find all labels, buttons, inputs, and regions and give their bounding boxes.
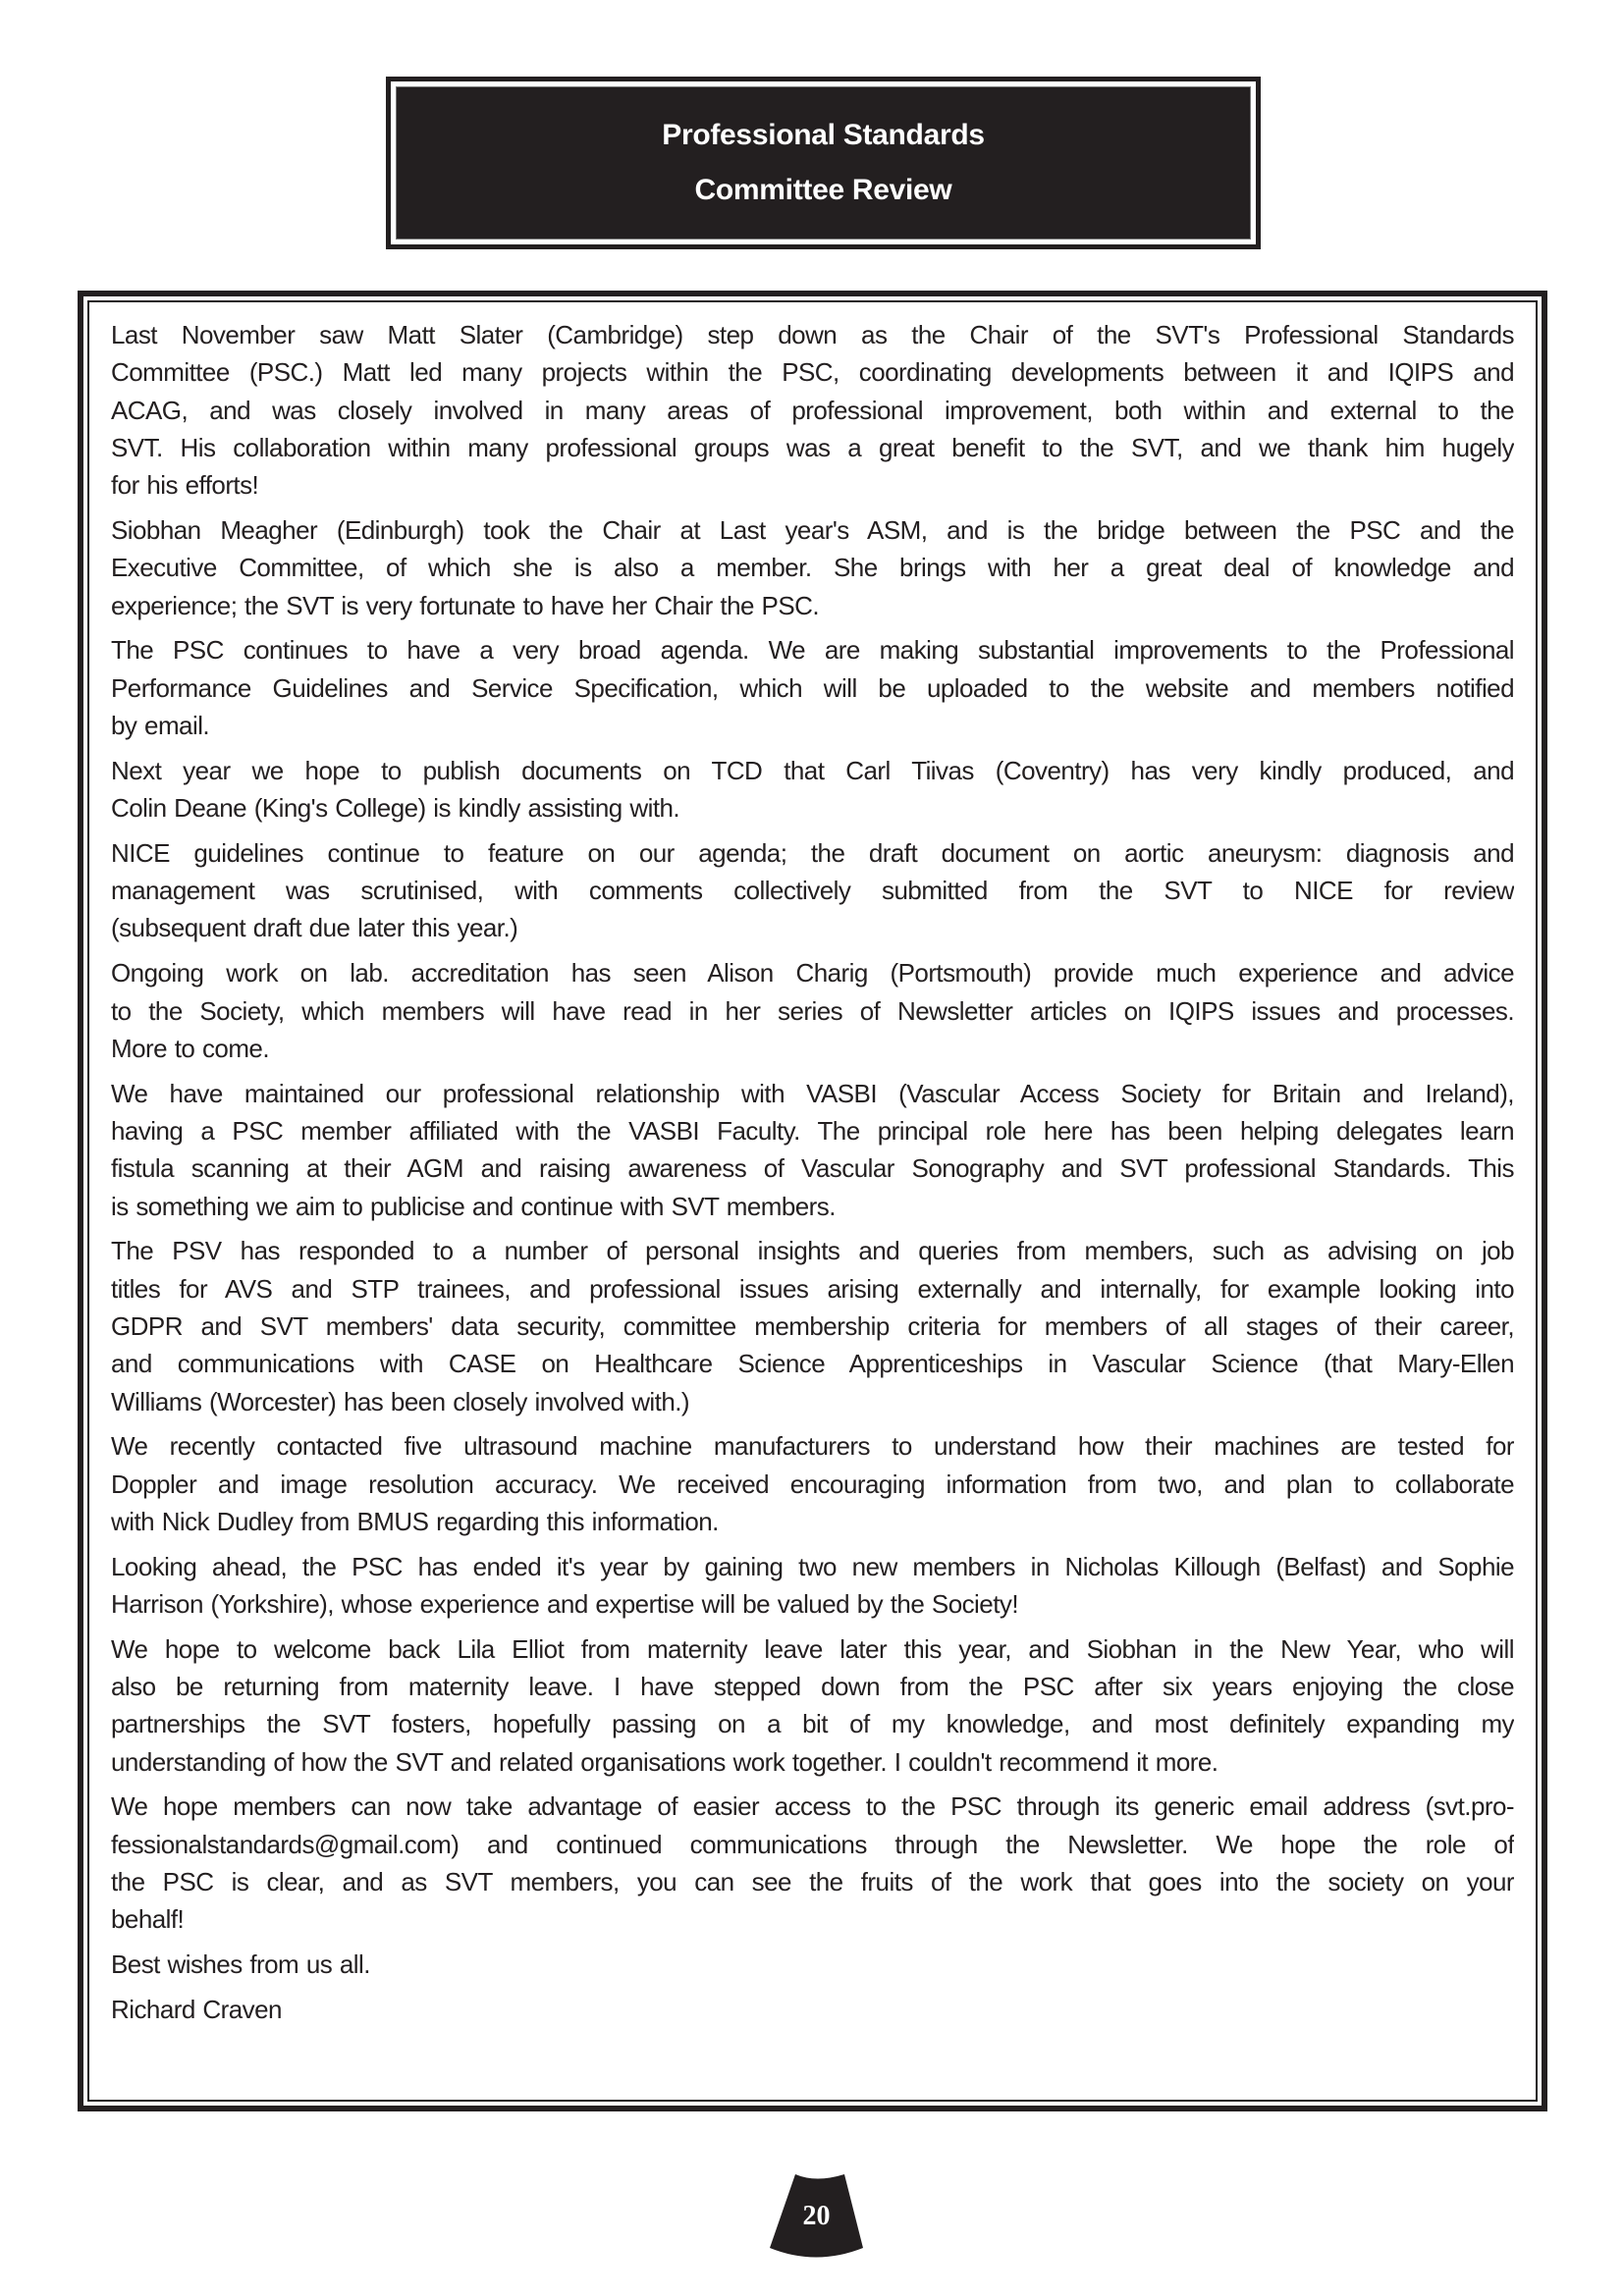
paragraph-line: We hope to welcome back Lila Elliot from maternity leave later this year, and Siobhan in the New Year, who will <box>111 1633 1514 1664</box>
paragraph-line: Williams (Worcester) has been closely involved with.) <box>111 1386 690 1416</box>
paragraph-line: We recently contacted five ultrasound machine manufacturers to understand how their machines are tested for <box>111 1431 1514 1462</box>
paragraph-line: fessionalstandards@gmail.com) and continued communications through the Newsletter. We hope the role of <box>111 1829 1514 1859</box>
paragraph-line: partnerships the SVT fosters, hopefully passing on a bit of my knowledge, and most definitely expanding my <box>111 1709 1514 1739</box>
paragraph-line: with Nick Dudley from BMUS regarding this information. <box>111 1506 719 1536</box>
article-paragraph <box>111 1946 1514 1983</box>
paragraph-line: SVT. His collaboration within many professional groups was a great benefit to the SVT, and we thank him hugely <box>111 432 1514 462</box>
paragraph-line: We have maintained our professional relationship with VASBI (Vascular Access Society for Britain and Ireland), <box>111 1078 1514 1108</box>
title-banner <box>386 77 1261 249</box>
paragraph-line: is something we aim to publicise and continue with SVT members. <box>111 1191 836 1221</box>
paragraph-line: Executive Committee, of which she is also a member. She brings with her a great deal of knowledge and <box>111 553 1514 583</box>
paragraph-line: to the Society, which members will have read in her series of Newsletter articles on IQIPS issues and processes. <box>111 995 1514 1026</box>
paragraph-line: Next year we hope to publish documents on TCD that Carl Tiivas (Coventry) has very kindly produced, and <box>111 755 1514 785</box>
paragraph-line: behalf! <box>111 1904 185 1935</box>
page-number: 20 <box>802 2201 831 2231</box>
paragraph-line: the PSC is clear, and as SVT members, you can see the fruits of the work that goes into the society on your <box>111 1867 1514 1897</box>
article-body <box>111 316 1514 2036</box>
article-paragraph <box>111 1991 1514 2028</box>
paragraph-line: Best wishes from us all. <box>111 1949 370 1980</box>
article-paragraph <box>111 1548 1514 1624</box>
paragraph-line: Harrison (Yorkshire), whose experience and expertise will be valued by the Society! <box>111 1589 1018 1619</box>
paragraph-line: NICE guidelines continue to feature on our agenda; the draft document on aortic aneurysm: diagnosis and <box>111 837 1514 868</box>
paragraph-line: We hope members can now take advantage of easier access to the PSC through its generic email address (svt.pro- <box>111 1791 1514 1822</box>
article-paragraph <box>111 752 1514 828</box>
paragraph-line: GDPR and SVT members' data security, committee membership criteria for members of all stages of their career, <box>111 1310 1514 1341</box>
title-banner-fill <box>396 86 1251 240</box>
article-paragraph <box>111 1075 1514 1225</box>
paragraph-line: More to come. <box>111 1033 270 1063</box>
paragraph-line: and communications with CASE on Healthcare Science Apprenticeships in Vascular Science (that Mary-Ellen <box>111 1349 1514 1379</box>
article-paragraph <box>111 834 1514 947</box>
article-paragraph <box>111 316 1514 504</box>
article-paragraph <box>111 1630 1514 1781</box>
paragraph-line: Ongoing work on lab. accreditation has seen Alison Charig (Portsmouth) provide much experience and advice <box>111 958 1514 988</box>
page-title-line-1: Professional Standards <box>662 119 985 151</box>
paragraph-line: understanding of how the SVT and related organisations work together. I couldn't recommend it more. <box>111 1746 1218 1777</box>
article-paragraph <box>111 1427 1514 1540</box>
paragraph-line: Richard Craven <box>111 1994 282 2024</box>
paragraph-line: fistula scanning at their AGM and raising awareness of Vascular Sonography and SVT professional Standards. This <box>111 1153 1514 1184</box>
paragraph-line: experience; the SVT is very fortunate to have her Chair the PSC. <box>111 590 820 620</box>
paragraph-line: having a PSC member affiliated with the VASBI Faculty. The principal role here has been helping delegates learn <box>111 1115 1514 1146</box>
article-paragraph <box>111 954 1514 1067</box>
page-number-badge <box>770 2173 863 2258</box>
paragraph-line: Last November saw Matt Slater (Cambridge) step down as the Chair of the SVT's Professional Standards <box>111 320 1514 349</box>
article-paragraph <box>111 631 1514 744</box>
paragraph-line: The PSV has responded to a number of personal insights and queries from members, such as advising on job <box>111 1236 1514 1266</box>
paragraph-line: Colin Deane (King's College) is kindly assisting with. <box>111 793 680 824</box>
paragraph-line: The PSC continues to have a very broad agenda. We are making substantial improvements to the Professional <box>111 635 1514 666</box>
paragraph-line: also be returning from maternity leave. I have stepped down from the PSC after six years enjoying the close <box>111 1672 1514 1702</box>
paragraph-line: Siobhan Meagher (Edinburgh) took the Chair at Last year's ASM, and is the bridge between the PSC and the <box>111 514 1514 545</box>
article-paragraph <box>111 1788 1514 1938</box>
paragraph-line: Looking ahead, the PSC has ended it's year by gaining two new members in Nicholas Killough (Belfast) and Sophie <box>111 1551 1514 1581</box>
paragraph-line: management was scrutinised, with comments collectively submitted from the SVT to NICE for review <box>111 876 1514 906</box>
paragraph-line: (subsequent draft due later this year.) <box>111 913 518 943</box>
paragraph-line: for his efforts! <box>111 470 259 501</box>
article-paragraph <box>111 1232 1514 1419</box>
paragraph-line: Committee (PSC.) Matt led many projects within the PSC, coordinating developments between it and IQIPS and <box>111 357 1514 388</box>
paragraph-line: Performance Guidelines and Service Specification, which will be uploaded to the website and members notified <box>111 672 1514 703</box>
page-title-line-2: Committee Review <box>694 174 952 206</box>
paragraph-line: titles for AVS and STP trainees, and professional issues arising externally and internally, for example looking into <box>111 1273 1514 1304</box>
paragraph-line: ACAG, and was closely involved in many areas of professional improvement, both within and external to the <box>111 395 1514 425</box>
article-paragraph <box>111 511 1514 624</box>
paragraph-line: Doppler and image resolution accuracy. We received encouraging information from two, and plan to collaborate <box>111 1468 1514 1499</box>
paragraph-line: by email. <box>111 710 210 740</box>
